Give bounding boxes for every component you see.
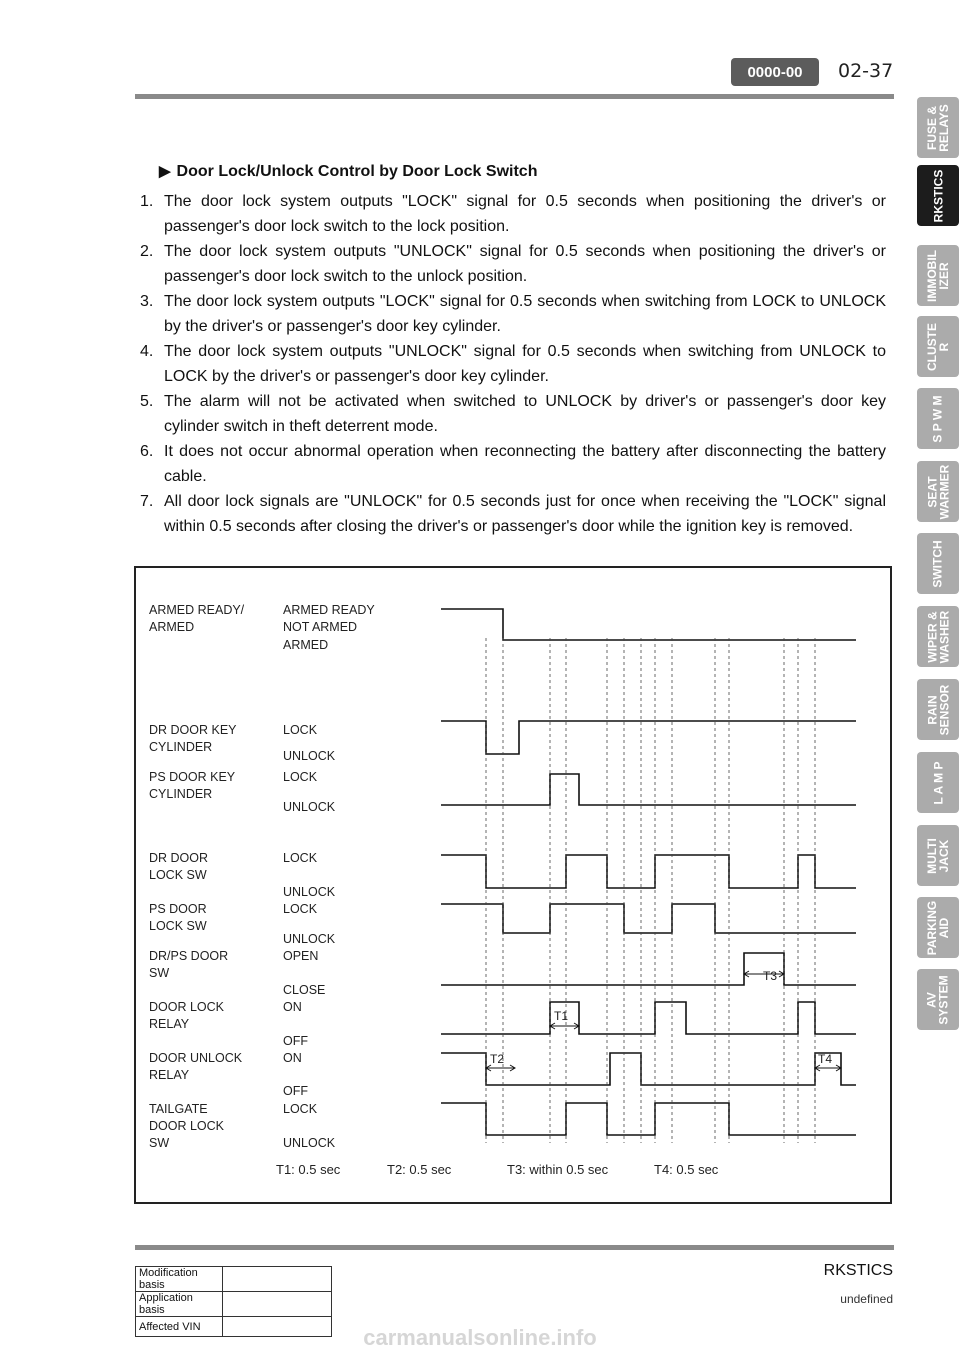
signal-state-label: OFF bbox=[283, 1034, 308, 1048]
signal-state-label: OPEN bbox=[283, 949, 319, 963]
section-heading-text: Door Lock/Unlock Control by Door Lock Switch bbox=[176, 163, 538, 180]
step-number: 4. bbox=[140, 343, 154, 360]
tab-fuse-relays[interactable] bbox=[917, 97, 959, 158]
signal-state-label: LOCK bbox=[283, 1102, 318, 1116]
tab-label: SWITCH bbox=[931, 539, 946, 588]
tab-label: L A M P bbox=[931, 761, 946, 804]
page-number: 02-37 bbox=[838, 60, 894, 82]
signal-name-label: ARMED bbox=[149, 620, 195, 634]
tab-immobilizer[interactable] bbox=[917, 245, 959, 306]
interval-label: T3 bbox=[763, 969, 778, 983]
table-cell-value bbox=[223, 1267, 332, 1292]
interval-legend-item: T1: 0.5 sec bbox=[276, 1162, 341, 1177]
signal-state-label: ON bbox=[283, 1000, 302, 1014]
signal-name-label: PS DOOR bbox=[149, 902, 207, 916]
interval-label: T1 bbox=[554, 1009, 569, 1023]
interval-legend-item: T2: 0.5 sec bbox=[387, 1162, 452, 1177]
tab-multi-jack[interactable] bbox=[917, 825, 959, 886]
list-item bbox=[140, 339, 886, 389]
table-row bbox=[136, 1292, 332, 1317]
list-item bbox=[140, 239, 886, 289]
interval-label: T2 bbox=[490, 1052, 505, 1066]
tab-wiper-washer[interactable] bbox=[917, 606, 959, 667]
signal-waveform-line bbox=[441, 609, 856, 640]
signal-state-label: UNLOCK bbox=[283, 749, 336, 763]
tab-parking-aid[interactable] bbox=[917, 897, 959, 958]
signal-state-label: LOCK bbox=[283, 723, 318, 737]
section-heading bbox=[159, 162, 537, 181]
list-item bbox=[140, 289, 886, 339]
signal-state-label: UNLOCK bbox=[283, 885, 336, 899]
tab-seat-warmer[interactable] bbox=[917, 461, 959, 522]
tab-switch[interactable] bbox=[917, 533, 959, 594]
step-number: 7. bbox=[140, 493, 154, 510]
signal-name-label: DOOR LOCK bbox=[149, 1119, 225, 1133]
signal-state-label: UNLOCK bbox=[283, 932, 336, 946]
interval-label: T4 bbox=[818, 1052, 833, 1066]
tab-label: PARKING AID bbox=[925, 900, 952, 955]
tab-label: CLUSTE R bbox=[925, 322, 951, 371]
signal-state-label: LOCK bbox=[283, 851, 318, 865]
signal-name-label: ARMED READY/ bbox=[149, 603, 245, 617]
tab-rain-sensor[interactable] bbox=[917, 679, 959, 740]
tab-lamp[interactable] bbox=[917, 752, 959, 813]
signal-state-label: LOCK bbox=[283, 902, 318, 916]
section-code-badge: 0000-00 bbox=[731, 58, 819, 86]
tab-label: RKSTICS bbox=[931, 169, 946, 222]
tab-spwm[interactable] bbox=[917, 388, 959, 449]
interval-legend-item: T3: within 0.5 sec bbox=[507, 1162, 609, 1177]
step-text: The alarm will not be activated when switched to UNLOCK by driver's or passenger's door key cylinder switch in theft deterrent mode. bbox=[164, 393, 886, 435]
interval-legend-item: T4: 0.5 sec bbox=[654, 1162, 719, 1177]
signal-state-label: ON bbox=[283, 1051, 302, 1065]
signal-name-label: TAILGATE bbox=[149, 1102, 208, 1116]
signal-name-label: LOCK SW bbox=[149, 919, 207, 933]
tab-label: FUSE & RELAYS bbox=[925, 103, 952, 152]
procedure-list bbox=[140, 189, 886, 539]
signal-name-label: RELAY bbox=[149, 1017, 190, 1031]
signal-waveform-line bbox=[441, 855, 856, 888]
step-number: 6. bbox=[140, 443, 154, 460]
tab-label: RAIN SENSOR bbox=[925, 684, 951, 735]
tab-label: WIPER & WASHER bbox=[925, 610, 952, 663]
signal-state-label: UNLOCK bbox=[283, 1136, 336, 1150]
list-item bbox=[140, 189, 886, 239]
step-number: 1. bbox=[140, 193, 154, 210]
signal-name-label: SW bbox=[149, 966, 170, 980]
tab-cluster[interactable] bbox=[917, 316, 959, 377]
signal-name-label: RELAY bbox=[149, 1068, 190, 1082]
table-cell-label: Affected VIN bbox=[136, 1317, 223, 1337]
footer-subtext: undefined bbox=[840, 1292, 893, 1306]
signal-name-label: PS DOOR KEY bbox=[149, 770, 236, 784]
signal-state-label: CLOSE bbox=[283, 983, 326, 997]
table-cell-label: Modification basis bbox=[136, 1267, 223, 1292]
list-item bbox=[140, 439, 886, 489]
signal-name-label: DOOR LOCK bbox=[149, 1000, 225, 1014]
signal-name-label: SW bbox=[149, 1136, 170, 1150]
signal-name-label: DR DOOR KEY bbox=[149, 723, 237, 737]
timing-diagram bbox=[134, 566, 892, 1204]
watermark: carmanualsonline.info bbox=[363, 1325, 597, 1350]
step-text: The door lock system outputs "UNLOCK" signal for 0.5 seconds when switching from UNLOCK to LOCK by the driver's or passenger's door key cylinder. bbox=[164, 343, 886, 385]
signal-state-label: OFF bbox=[283, 1084, 308, 1098]
signal-name-label: CYLINDER bbox=[149, 787, 213, 801]
step-number: 2. bbox=[140, 243, 154, 260]
step-text: The door lock system outputs "UNLOCK" signal for 0.5 seconds when positioning the driver's or passenger's door lock switch to the unlock position. bbox=[164, 243, 886, 285]
signal-state-label: ARMED READY bbox=[283, 603, 375, 617]
signal-state-label: ARMED bbox=[283, 638, 329, 652]
signal-waveform-line bbox=[441, 721, 856, 754]
step-text: It does not occur abnormal operation when reconnecting the battery after disconnecting the battery cable. bbox=[164, 443, 886, 485]
tab-av-system[interactable] bbox=[917, 969, 959, 1030]
signal-state-label: LOCK bbox=[283, 770, 318, 784]
list-item bbox=[140, 389, 886, 439]
step-text: The door lock system outputs "LOCK" signal for 0.5 seconds when switching from LOCK to UNLOCK by the driver's or passenger's door key cylinder. bbox=[164, 293, 886, 335]
table-row bbox=[136, 1267, 332, 1292]
tab-label: MULTI JACK bbox=[924, 837, 951, 874]
step-text: The door lock system outputs "LOCK" signal for 0.5 seconds when positioning the driver's or passenger's door lock switch to the lock position. bbox=[164, 193, 886, 235]
signal-name-label: CYLINDER bbox=[149, 740, 213, 754]
table-cell-label: Application basis bbox=[136, 1292, 223, 1317]
header-rule bbox=[135, 94, 894, 99]
tab-label: S P W M bbox=[931, 394, 945, 443]
tab-label: SEAT WARMER bbox=[925, 464, 952, 519]
signal-name-label: DOOR UNLOCK bbox=[149, 1051, 243, 1065]
signal-name-label: DR DOOR bbox=[149, 851, 209, 865]
step-number: 3. bbox=[140, 293, 154, 310]
signal-state-label: UNLOCK bbox=[283, 800, 336, 814]
table-cell-value bbox=[223, 1292, 332, 1317]
timing-diagram-svg bbox=[136, 568, 894, 1206]
signal-state-label: NOT ARMED bbox=[283, 620, 358, 634]
footer-section-code: RKSTICS bbox=[823, 1262, 893, 1279]
tab-rkstics[interactable] bbox=[917, 165, 959, 226]
list-item bbox=[140, 489, 886, 539]
signal-name-label: DR/PS DOOR bbox=[149, 949, 229, 963]
footer-rule bbox=[135, 1245, 894, 1250]
tab-label: IMMOBIL IZER bbox=[925, 249, 951, 302]
step-text: All door lock signals are "UNLOCK" for 0.5 seconds just for once when receiving the "LOCK" signal within 0.5 seconds after closing the driver's or passenger's door while the ignition key is removed. bbox=[164, 493, 886, 535]
tab-label: AV SYSTEM bbox=[925, 974, 951, 1025]
triangle-bullet-icon: ▶ bbox=[159, 163, 171, 180]
step-number: 5. bbox=[140, 393, 154, 410]
signal-name-label: LOCK SW bbox=[149, 868, 207, 882]
